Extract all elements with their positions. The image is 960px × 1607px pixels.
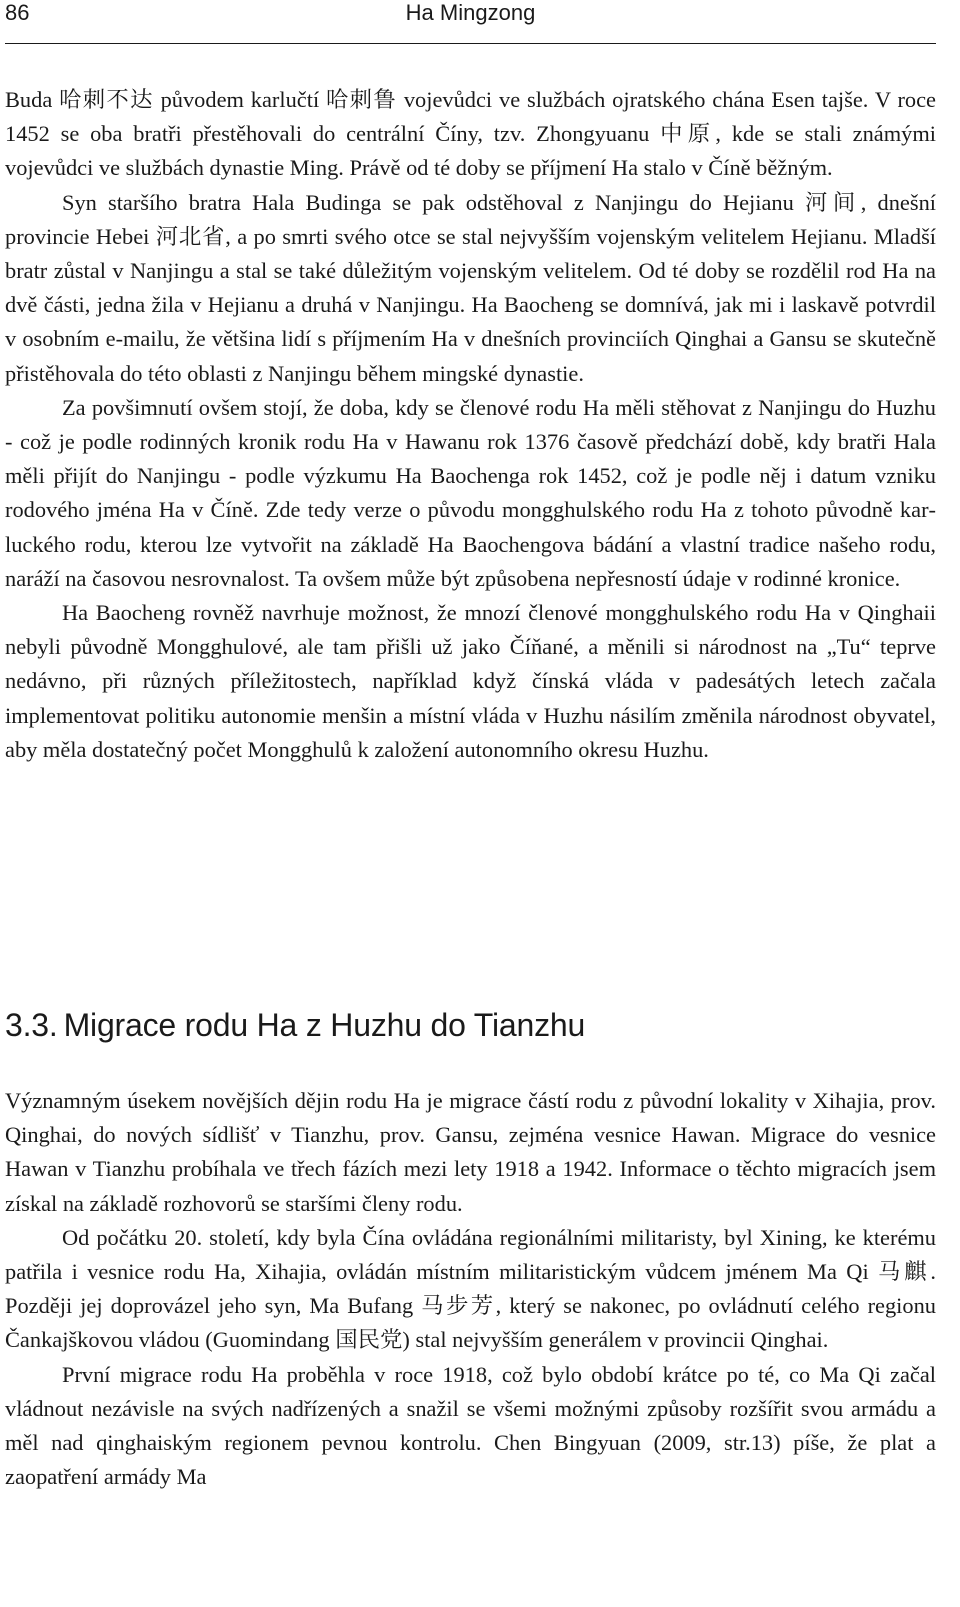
paragraph: První migrace rodu Ha proběhla v roce 1918, což bylo období krátce po té, co Ma Qi začal vládnout nezávisle na svých nadřízených a snažil se všemi možnými způsoby rozšířit svou armádu a měl nad qinghaiským regionem pevnou kontrolu. Chen Bingyuan (2009, str.13) píše, že plat a zaopatření armády Ma [5, 1361, 936, 1490]
section-heading [5, 1005, 936, 1045]
section-title: Migrace rodu Ha z Huzhu do Tianzhu [63, 1007, 586, 1043]
paragraph-first: Významným úsekem novějších dějin rodu Ha je migrace částí rodu z původní lokality v Xihajia, prov. Qinghai, do nových sídlišť v Tianzhu, prov. Gansu, zejména vesnice Hawan. Migrace do vesnice Hawan v Tianzhu probíhala ve třech fázích mezi lety 1918 a 1942. Informace o těchto migracích jsem získal na základě rozhovorů se staršími členy rodu. [5, 1088, 936, 1216]
section-number: 3.3. [5, 1007, 58, 1043]
running-title: Ha Mingzong [405, 0, 536, 25]
paragraph: Za povšimnutí ovšem stojí, že doba, kdy se členové rodu Ha měli stěhovat z Nanjingu do Huzhu - což je podle rodinných kronik rodu Ha v Hawanu rok 1376 časově předchází době, kdy bratři Hala měli přijít do Nanjingu - podle výzkumu Ha Baochenga rok 1452, což je podle něj i datum vzniku rodového jména Ha v Číně. Zde tedy verze o původu mongghulského rodu Ha z tohoto původně karluckého rodu, kterou lze vytvořit na základě Ha Baochengova bádání a vlastní tradice našeho rodu, naráží na časovou nesrovnalost. Ta ovšem může být způsobena nepřesností údaje v rodinné kronice. [5, 394, 936, 591]
paragraph-continued: Buda 哈刺不达 původem karlučtí 哈刺鲁 vojevůdci ve službách ojratského chána Esen tajše. V roce 1452 se oba bratři přestěhovali do centrální Číny, tzv. Zhongyuanu 中原, kde se stali známými vojevůdci ve službách dynastie Ming. Právě od té doby se příjmení Ha stalo v Číně běžným. [5, 87, 936, 181]
paragraph: Ha Baocheng rovněž navrhuje možnost, že mnozí členové mongghulského rodu Ha v Qinghaii nebyli původně Mongghulové, ale tam přišli už jako Číňané, a měnili si národnost na „Tu“ teprve nedávno, při různých příležitostech, například když čínská vláda v padesátých letech začala implementovat politiku autonomie menšin a místní vláda v Huzhu násilím změnila národnost obyvatel, aby měla dostatečný počet Mongghulů k založení autonomního okresu Huzhu. [5, 600, 936, 762]
body-section-migration [5, 1084, 936, 1494]
header-divider [5, 43, 936, 44]
running-header [5, 0, 936, 30]
body-section-continued [5, 83, 936, 767]
page-number: 86 [5, 0, 30, 25]
paragraph: Syn staršího bratra Hala Budinga se pak odstěhoval z Nanjingu do Hejianu 河间, dnešní provincie Hebei 河北省, a po smrti svého otce se stal nejvyšším vojenským velitelem Hejianu. Mladší bratr zůstal v Nanjingu a stal se také důležitým vojenským velitelem. Od té doby se rozdělil rod Ha na dvě části, jedna žila v Hejianu a druhá v Nanjingu. Ha Baocheng se domnívá, jak mi i laskavě potvrdil v osobním e-mailu, že většina lidí s příjmením Ha v dnešních provinciích Qinghai a Gansu se skutečně přistěhovala do této oblasti z Nanjingu během mingské dynastie. [5, 189, 936, 386]
paragraph: Od počátku 20. století, kdy byla Čína ovládána regionálními militaristy, byl Xining, ke kterému patřila i vesnice rodu Ha, Xihajia, ovládán místním militaristickým vůdcem jménem Ma Qi 马麒. Později jej doprovázel jeho syn, Ma Bufang 马步芳, který se nakonec, po ovládnutí celého regionu Čankajškovou vládou (Guomindang 国民党) stal nejvyšším generálem v provincii Qinghai. [5, 1224, 936, 1353]
